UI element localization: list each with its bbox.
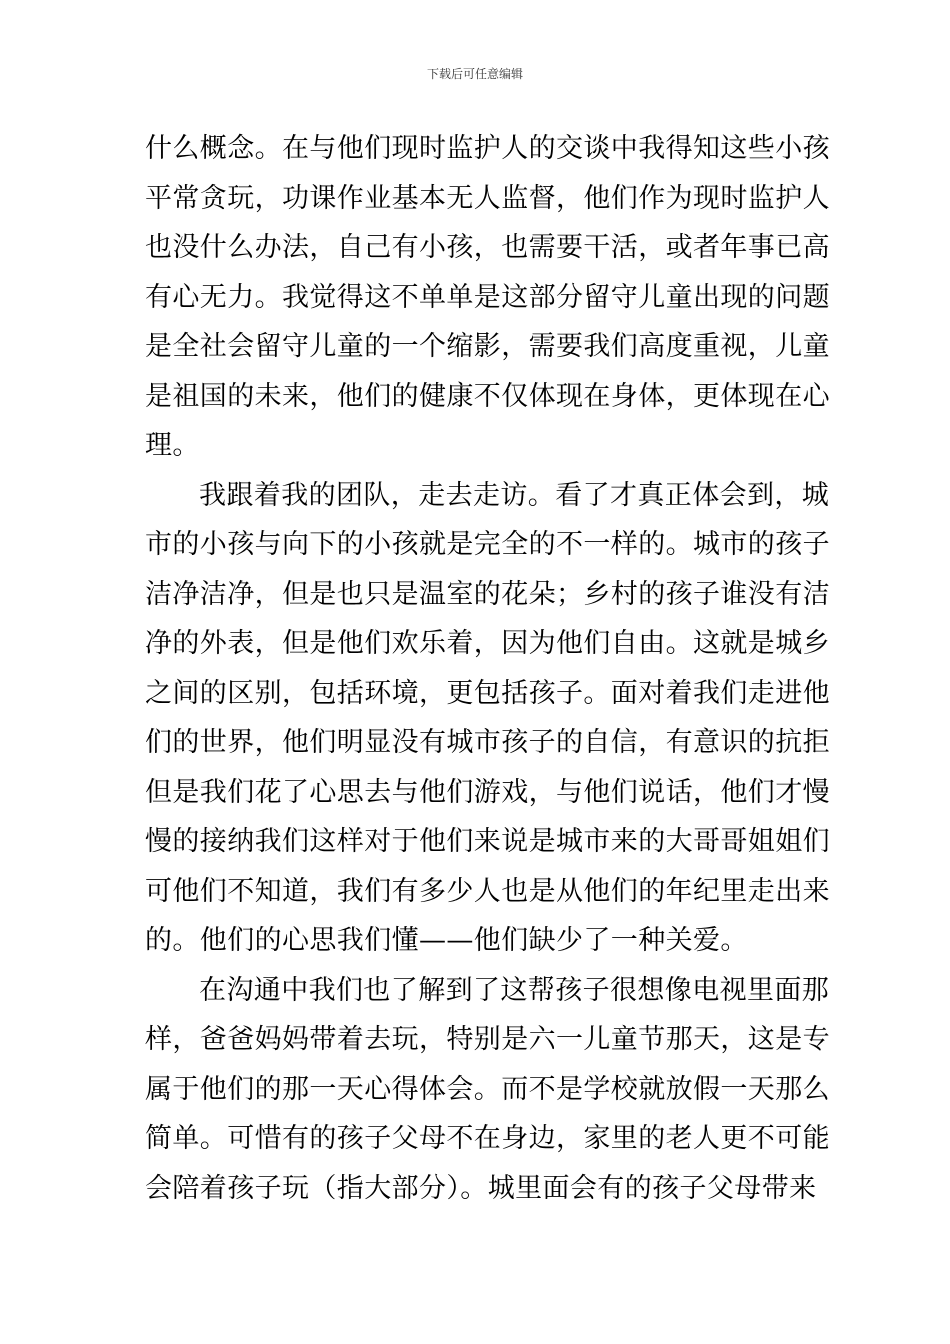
text-line: 我跟着我的团队，走去走访。看了才真正体会到，城 <box>199 479 830 511</box>
text-line: 们的世界，他们明显没有城市孩子的自信，有意识的抗拒 <box>145 727 830 758</box>
text-line: 是祖国的未来，他们的健康不仅体现在身体，更体现在心 <box>145 380 830 412</box>
paragraph-3 <box>145 966 830 1214</box>
text-line: 什么概念。在与他们现时监护人的交谈中我得知这些小孩 <box>145 133 830 164</box>
text-line: 的。他们的心思我们懂——他们缺少了一种关爱。 <box>145 925 748 956</box>
text-line: 慢的接纳我们这样对于他们来说是城市来的大哥哥姐姐们 <box>145 826 830 857</box>
text-line: 之间的区别，包括环境，更包括孩子。面对着我们走进他 <box>145 677 830 709</box>
page-header: 下载后可任意编辑 <box>426 67 523 81</box>
text-line: 在沟通中我们也了解到了这帮孩子很想像电视里面那 <box>199 974 830 1006</box>
document-body <box>145 124 830 1213</box>
paragraph-2 <box>145 471 830 966</box>
text-line: 但是我们花了心思去与他们游戏，与他们说话，他们才慢 <box>145 776 830 808</box>
text-line: 洁净洁净，但是也只是温室的花朵；乡村的孩子谁没有洁 <box>145 578 830 610</box>
text-line: 可他们不知道，我们有多少人也是从他们的年纪里走出来 <box>145 875 830 907</box>
text-line: 样，爸爸妈妈带着去玩，特别是六一儿童节那天，这是专 <box>145 1024 830 1055</box>
text-line: 简单。可惜有的孩子父母不在身边，家里的老人更不可能 <box>145 1123 830 1154</box>
text-line: 是全社会留守儿童的一个缩影，需要我们高度重视，儿童 <box>145 331 830 362</box>
text-line: 会陪着孩子玩（指大部分）。城里面会有的孩子父母带来 <box>145 1172 817 1204</box>
text-line: 净的外表，但是他们欢乐着，因为他们自由。这就是城乡 <box>145 628 830 659</box>
text-line: 市的小孩与向下的小孩就是完全的不一样的。城市的孩子 <box>145 529 830 560</box>
text-line: 有心无力。我觉得这不单单是这部分留守儿童出现的问题 <box>145 281 830 313</box>
paragraph-1 <box>145 124 830 471</box>
text-line: 也没什么办法，自己有小孩，也需要干活，或者年事已高 <box>145 232 830 263</box>
text-line: 属于他们的那一天心得体会。而不是学校就放假一天那么 <box>145 1073 830 1105</box>
text-line: 平常贪玩，功课作业基本无人监督，他们作为现时监护人 <box>145 182 830 214</box>
text-line: 理。 <box>145 430 200 461</box>
